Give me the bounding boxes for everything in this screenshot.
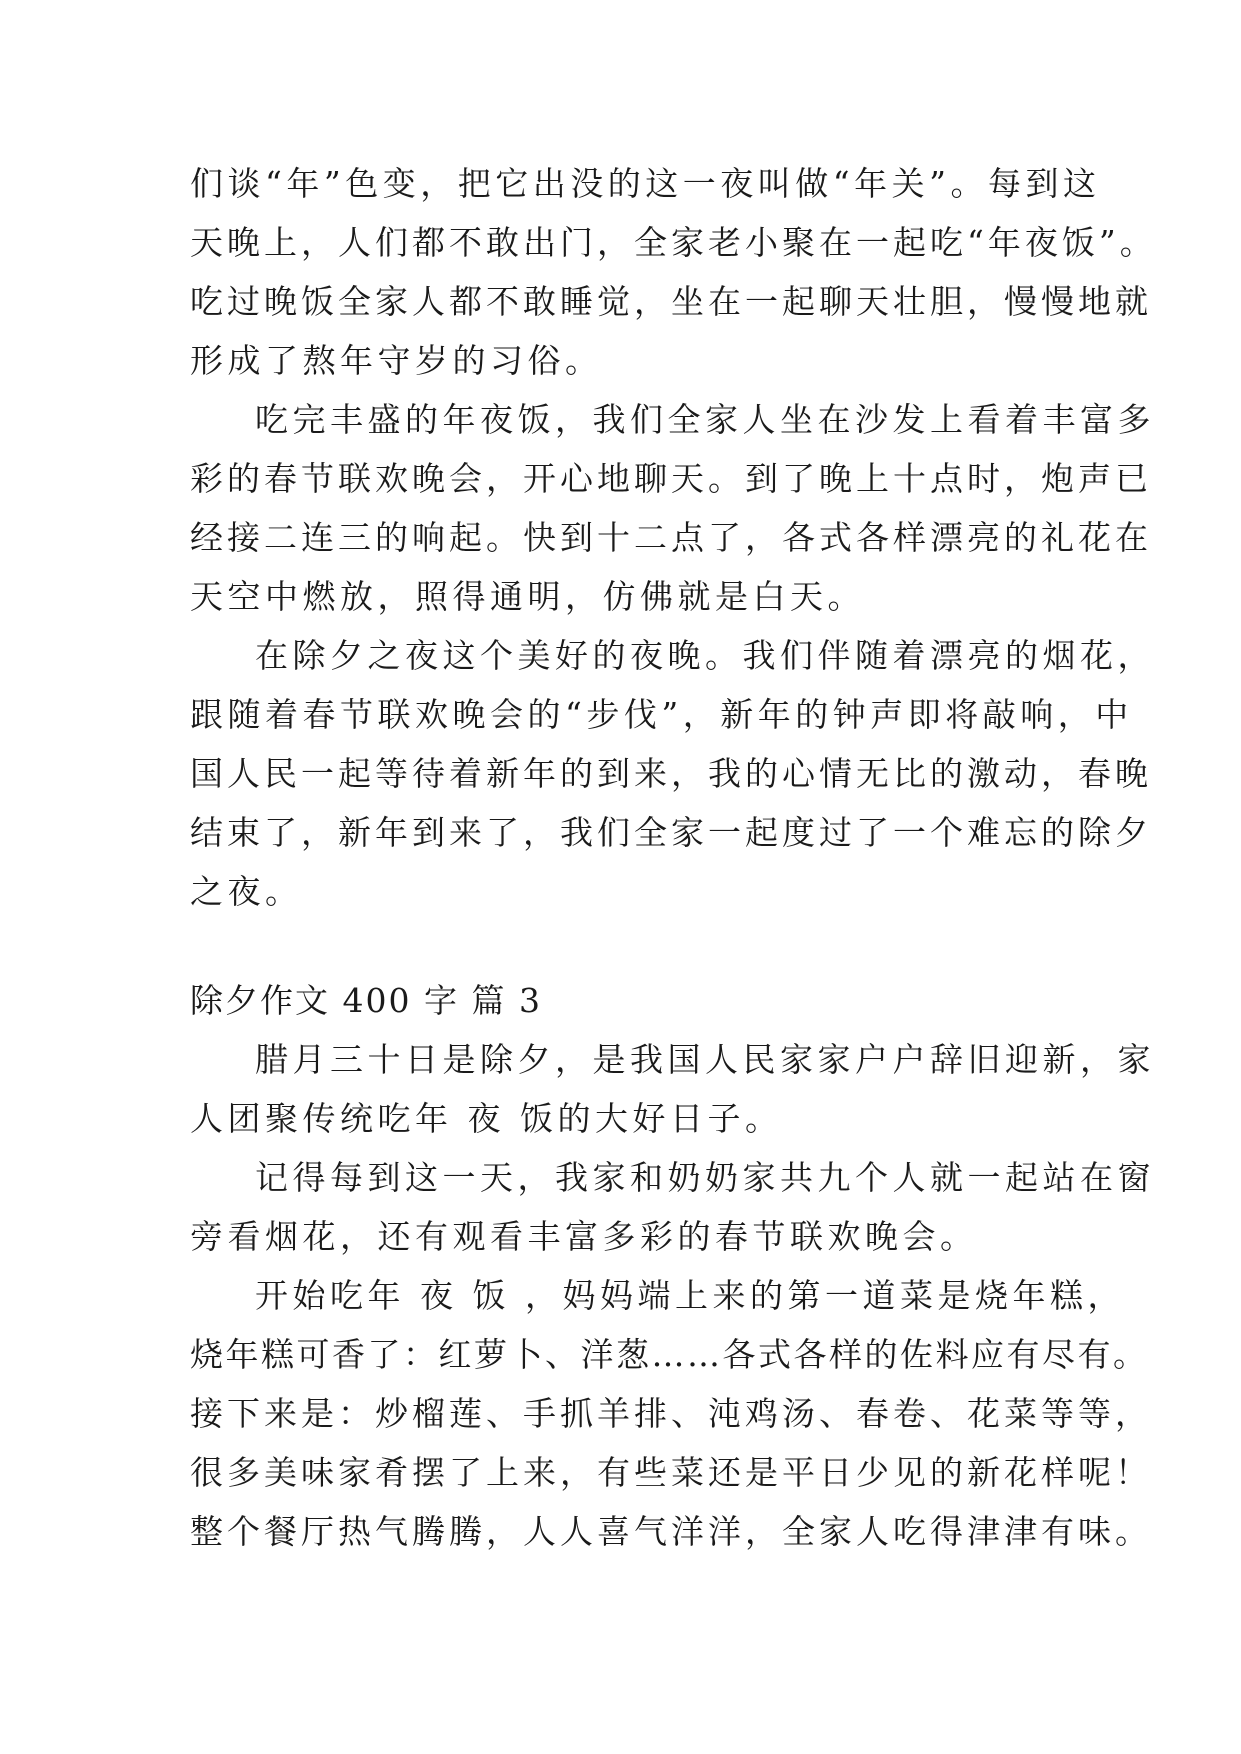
text-line: 吃过晚饭全家人都不敢睡觉，坐在一起聊天壮胆，慢慢地就 (190, 282, 1152, 321)
text-line: 整个餐厅热气腾腾，人人喜气洋洋，全家人吃得津津有味。 (190, 1512, 1152, 1551)
paragraph-first-line: 腊月三十日是除夕，是我国人民家家户户辞旧迎新，家 (255, 1040, 1155, 1079)
paragraph-first-line: 开始吃年 夜 饭 ，妈妈端上来的第一道菜是烧年糕， (255, 1276, 1125, 1315)
text-line: 烧年糕可香了：红萝卜、洋葱……各式各样的佐料应有尽有。 (190, 1335, 1149, 1374)
paragraph-first-line: 记得每到这一天，我家和奶奶家共九个人就一起站在窗 (255, 1158, 1155, 1197)
paragraph-first-line: 在除夕之夜这个美好的夜晚。我们伴随着漂亮的烟花， (255, 636, 1155, 675)
text-line: 结束了，新年到来了，我们全家一起度过了一个难忘的除夕 (190, 813, 1152, 852)
text-line: 经接二连三的响起。快到十二点了，各式各样漂亮的礼花在 (190, 518, 1152, 557)
text-line: 国人民一起等待着新年的到来，我的心情无比的激动，春晚 (190, 754, 1152, 793)
text-line: 天空中燃放，照得通明，仿佛就是白天。 (190, 577, 865, 616)
text-line: 跟随着春节联欢晚会的“步伐”，新年的钟声即将敲响，中 (190, 695, 1133, 734)
text-line: 形成了熬年守岁的习俗。 (190, 341, 603, 380)
paragraph-first-line: 吃完丰盛的年夜饭，我们全家人坐在沙发上看着丰富多 (255, 400, 1155, 439)
text-line: 彩的春节联欢晚会，开心地聊天。到了晚上十点时，炮声已 (190, 459, 1152, 498)
text-line: 很多美味家肴摆了上来，有些菜还是平日少见的新花样呢！ (190, 1453, 1152, 1492)
text-line: 接下来是：炒榴莲、手抓羊排、沌鸡汤、春卷、花菜等等， (190, 1394, 1152, 1433)
text-line: 之夜。 (190, 872, 303, 911)
text-line: 人团聚传统吃年 夜 饭的大好日子。 (190, 1099, 783, 1138)
text-line: 们谈“年”色变，把它出没的这一夜叫做“年关”。每到这 (190, 164, 1101, 203)
text-line: 旁看烟花，还有观看丰富多彩的春节联欢晚会。 (190, 1217, 978, 1256)
text-line: 天晚上，人们都不敢出门，全家老小聚在一起吃“年夜饭”。 (190, 223, 1157, 262)
section-heading: 除夕作文 400 字 篇 3 (190, 981, 542, 1020)
